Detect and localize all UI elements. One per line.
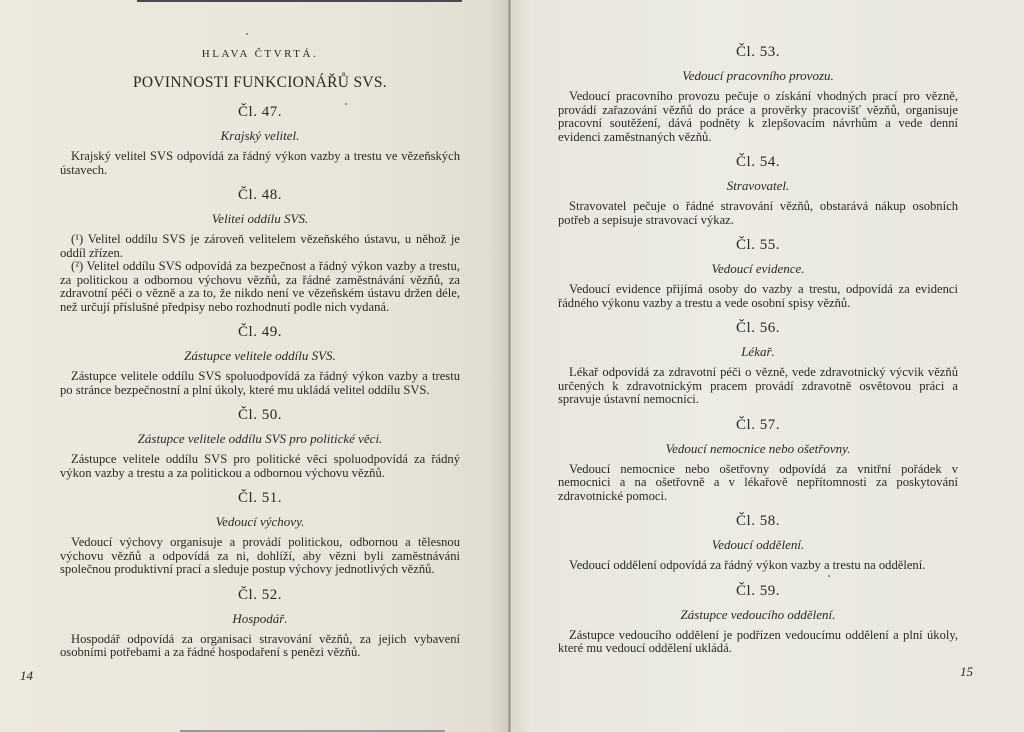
article-body bbox=[558, 463, 958, 504]
article-59 bbox=[558, 583, 958, 656]
article-title: Lékař. bbox=[741, 344, 775, 359]
paragraph: (²) Velitel oddílu SVS odpovídá za bezpečnost a řádný výkon vazby a trestu, za politickou a odbornou výchovu vězňů, za řádné zaměstnávání vězňů, za zdravotní péči o vězně a za to, že nikdo není ve vězeňském ústavu držen déle, než určují příslušné předpisy nebo rozhodnutí podle nich vydaná. bbox=[60, 259, 460, 314]
article-number: Čl. 50. bbox=[238, 407, 282, 423]
article-body bbox=[60, 633, 460, 660]
article-47 bbox=[60, 104, 460, 177]
article-number: Čl. 59. bbox=[736, 582, 780, 599]
chapter-heading: HLAVA ČTVRTÁ. bbox=[201, 48, 319, 60]
article-body bbox=[60, 370, 460, 397]
article-number: Čl. 56. bbox=[736, 320, 780, 336]
article-53 bbox=[558, 44, 958, 144]
article-body bbox=[60, 150, 460, 177]
article-title: Zástupce velitele oddílu SVS. bbox=[184, 348, 336, 363]
paper-speck bbox=[345, 103, 347, 105]
article-48 bbox=[60, 187, 460, 314]
article-title: Stravovatel. bbox=[726, 178, 790, 193]
article-body bbox=[60, 233, 460, 314]
left-page bbox=[0, 0, 509, 732]
article-title: Zástupce velitele oddílu SVS pro politické věci. bbox=[137, 431, 383, 446]
article-55 bbox=[558, 237, 958, 310]
right-page bbox=[510, 0, 1024, 732]
paragraph: Vedoucí pracovního provozu pečuje o získání vhodných prací pro vězně, provádí zařazování vězňů do práce a prověrky pracovišť vězňů, organisuje pracovní soutěžení, dává podněty k zlepšovacím návrhům a vede denní evidenci zaměstnaných vězňů. bbox=[558, 89, 958, 144]
article-number: Čl. 58. bbox=[736, 513, 780, 529]
paragraph: Lékař odpovídá za zdravotní péči o vězně, vede zdravotnický výcvik vězňů určených k zdravotnickým pracem provádí zdravotně osvětovou práci a spravuje ústavní nemocnici. bbox=[558, 365, 958, 406]
paragraph: Zástupce vedoucího oddělení je podřízen vedoucímu oddělení a plní úkoly, které mu vedoucí oddělení ukládá. bbox=[558, 627, 958, 655]
page-number-right: 15 bbox=[960, 664, 973, 679]
paper-speck bbox=[828, 575, 830, 577]
article-57 bbox=[558, 417, 958, 504]
paragraph: Vedoucí nemocnice nebo ošetřovny odpovídá za vnitřní pořádek v nemocnici a na ošetřovně a v lékařově nepřítomnosti za poskytování zdravotnické pomoci. bbox=[558, 461, 958, 503]
page-number-left: 14 bbox=[20, 668, 33, 683]
left-column bbox=[60, 0, 460, 660]
paragraph: Zástupce velitele oddílu SVS pro politické věci spoluodpovídá za řádný výkon vazby a trestu a za politickou a odbornou výchovu vězňů. bbox=[60, 452, 460, 480]
paragraph: Vedoucí evidence přijímá osoby do vazby a trestu, odpovídá za evidenci řádného výkonu vazby a trestu a vede osobní spisy vězňů. bbox=[558, 282, 958, 310]
article-title: Hospodář. bbox=[232, 610, 288, 626]
article-body bbox=[558, 90, 958, 144]
article-body bbox=[558, 559, 958, 573]
article-body bbox=[558, 200, 958, 227]
article-body bbox=[60, 536, 460, 577]
article-58 bbox=[558, 513, 958, 573]
article-title: Krajský velitel. bbox=[220, 128, 300, 143]
article-number: Čl. 49. bbox=[238, 324, 282, 340]
article-number: Čl. 47. bbox=[238, 104, 282, 120]
article-54 bbox=[558, 154, 958, 227]
article-number: Čl. 57. bbox=[736, 416, 780, 433]
paragraph: Hospodář odpovídá za organisaci stravování vězňů, za jejich vybavení osobními potřebami a za řádné hospodaření s penězi vězňů. bbox=[60, 631, 460, 659]
paragraph: Krajský velitel SVS odpovídá za řádný výkon vazby a trestu ve vězeňských ústavech. bbox=[60, 149, 460, 177]
article-52 bbox=[60, 587, 460, 660]
article-49 bbox=[60, 324, 460, 397]
article-number: Čl. 48. bbox=[238, 187, 282, 203]
paper-speck bbox=[246, 33, 248, 35]
article-title: Vedoucí nemocnice nebo ošetřovny. bbox=[665, 440, 851, 456]
paragraph: Stravovatel pečuje o řádné stravování vězňů, obstarává nákup osobních potřeb a sepisuje stravovací výkaz. bbox=[558, 199, 958, 227]
article-title: Vedoucí oddělení. bbox=[711, 537, 805, 552]
article-title: Velitei oddílu SVS. bbox=[211, 211, 309, 226]
paragraph: (¹) Velitel oddílu SVS je zároveň velitelem vězeňského ústavu, u něhož je oddíl zřízen. bbox=[60, 232, 460, 260]
article-56 bbox=[558, 320, 958, 407]
page-top-edge bbox=[137, 0, 462, 2]
article-title: Vedoucí výchovy. bbox=[215, 514, 305, 529]
paragraph: Zástupce velitele oddílu SVS spoluodpovídá za řádný výkon vazby a trestu po stránce bezpečnostní a plní úkoly, které mu ukládá velitel oddílu SVS. bbox=[60, 369, 460, 397]
right-column bbox=[558, 0, 958, 656]
article-title: Vedoucí pracovního provozu. bbox=[682, 68, 834, 83]
paragraph: Vedoucí výchovy organisuje a provádí politickou, odbornou a tělesnou výchovu vězňů a odpovídá za ni, dohlíží, aby vězni byli zaměstnáváni společnou produktivní prací a sleduje postup výchovy jednotlivých vězňů. bbox=[60, 535, 460, 576]
article-body bbox=[60, 453, 460, 480]
article-title: Zástupce vedoucího oddělení. bbox=[680, 606, 836, 622]
article-number: Čl. 55. bbox=[736, 237, 780, 253]
part-title: POVINNOSTI FUNKCIONÁŘŮ SVS. bbox=[133, 74, 387, 91]
paragraph: Vedoucí oddělení odpovídá za řádný výkon vazby a trestu na oddělení. bbox=[569, 558, 926, 572]
article-number: Čl. 54. bbox=[736, 154, 780, 170]
article-number: Čl. 52. bbox=[238, 586, 282, 603]
article-body bbox=[558, 283, 958, 310]
article-number: Čl. 51. bbox=[238, 490, 282, 506]
article-body bbox=[558, 629, 958, 656]
article-51 bbox=[60, 490, 460, 577]
book-gutter bbox=[508, 0, 511, 732]
article-50 bbox=[60, 407, 460, 480]
article-body bbox=[558, 366, 958, 407]
article-title: Vedoucí evidence. bbox=[711, 261, 805, 276]
article-number: Čl. 53. bbox=[736, 44, 780, 60]
